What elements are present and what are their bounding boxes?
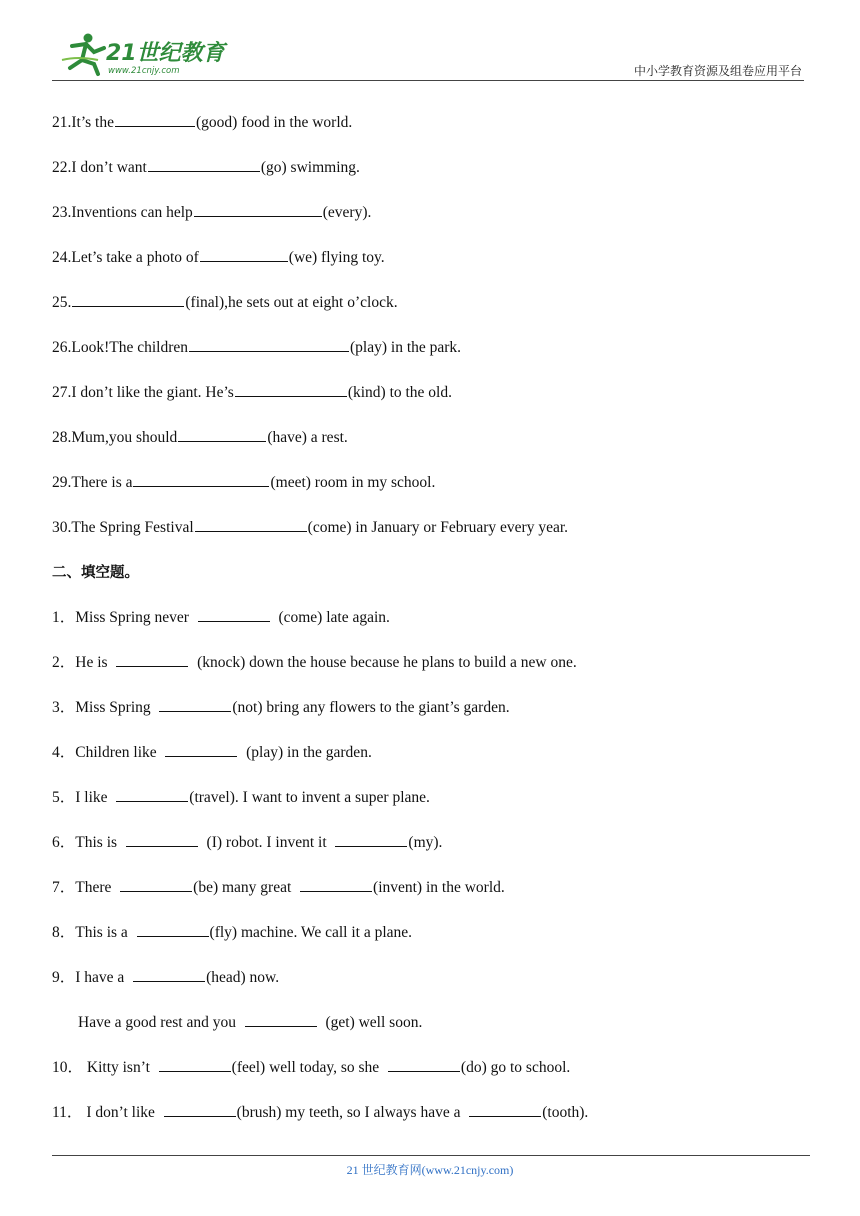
item-text: Mum,you should xyxy=(71,429,178,446)
exercise-item xyxy=(52,786,812,831)
runner-logo-icon xyxy=(58,30,228,78)
page-header xyxy=(0,0,860,84)
item-number: 8． xyxy=(52,924,76,941)
item-number: 5． xyxy=(52,789,76,806)
answer-blank[interactable] xyxy=(300,876,372,892)
answer-blank[interactable] xyxy=(235,381,347,397)
answer-blank[interactable] xyxy=(159,1056,231,1072)
item-text: (travel). I want to invent a super plane. xyxy=(189,789,430,806)
item-number: 6． xyxy=(52,834,76,851)
item-text: This is xyxy=(75,834,125,851)
exercise-item xyxy=(52,1101,812,1146)
item-text: Miss Spring xyxy=(75,699,159,716)
answer-blank[interactable] xyxy=(165,741,237,757)
item-text: (invent) in the world. xyxy=(373,879,505,896)
item-text: Let’s take a photo of xyxy=(71,249,199,266)
item-text: Children like xyxy=(75,744,165,761)
exercise-item xyxy=(52,966,812,1011)
item-number: 3． xyxy=(52,699,76,716)
answer-blank[interactable] xyxy=(194,201,322,217)
item-text: I like xyxy=(75,789,116,806)
item-number: 28. xyxy=(52,429,72,446)
item-number: 7． xyxy=(52,879,76,896)
item-number: 30. xyxy=(52,519,72,536)
item-text: (go) swimming. xyxy=(260,159,360,176)
item-text: (I) robot. I invent it xyxy=(198,834,335,851)
answer-blank[interactable] xyxy=(116,651,188,667)
item-text: (do) go to school. xyxy=(460,1059,571,1076)
answer-blank[interactable] xyxy=(195,516,307,532)
item-text: (be) many great xyxy=(193,879,300,896)
exercise-item xyxy=(52,381,812,426)
item-text: (get) well soon. xyxy=(317,1014,423,1031)
answer-blank[interactable] xyxy=(159,696,231,712)
answer-blank[interactable] xyxy=(200,246,288,262)
answer-blank[interactable] xyxy=(72,291,184,307)
item-number: 29. xyxy=(52,474,72,491)
item-number: 23. xyxy=(52,204,72,221)
item-text: (every). xyxy=(322,204,372,221)
answer-blank[interactable] xyxy=(245,1011,317,1027)
answer-blank[interactable] xyxy=(148,156,260,172)
item-number: 26. xyxy=(52,339,72,356)
item-text: (we) flying toy. xyxy=(288,249,385,266)
item-text: I don’t like xyxy=(82,1104,163,1121)
answer-blank[interactable] xyxy=(120,876,192,892)
footer-divider xyxy=(52,1155,810,1156)
item-text: (good) food in the world. xyxy=(196,114,353,131)
answer-blank[interactable] xyxy=(388,1056,460,1072)
item-text: He is xyxy=(75,654,116,671)
exercise-item xyxy=(52,201,812,246)
item-number: 11． xyxy=(52,1104,83,1121)
item-number: 21. xyxy=(52,114,72,131)
exercise-item xyxy=(52,696,812,741)
exercise-item xyxy=(52,1056,812,1101)
item-text: (have) a rest. xyxy=(267,429,348,446)
item-number: 2． xyxy=(52,654,76,671)
item-number: 24. xyxy=(52,249,72,266)
item-text: Inventions can help xyxy=(71,204,193,221)
exercise-item xyxy=(52,651,812,696)
exercise-item xyxy=(52,606,812,651)
item-text: (play) in the park. xyxy=(350,339,462,356)
item-text: There is a xyxy=(71,474,133,491)
item-text: (not) bring any flowers to the giant’s garden. xyxy=(232,699,510,716)
section-heading: 二、填空题。 xyxy=(52,565,139,581)
item-number: 25. xyxy=(52,294,72,311)
item-text: (play) in the garden. xyxy=(238,744,372,761)
item-number: 1． xyxy=(52,609,76,626)
item-text: I don’t like the giant. He’s xyxy=(71,384,234,401)
answer-blank[interactable] xyxy=(116,786,188,802)
answer-blank[interactable] xyxy=(133,966,205,982)
header-divider xyxy=(52,80,804,81)
item-text: The Spring Festival xyxy=(71,519,194,536)
exercise-item xyxy=(52,156,812,201)
answer-blank[interactable] xyxy=(115,111,195,127)
exercise-item xyxy=(52,291,812,336)
exercise-item xyxy=(52,1011,812,1056)
answer-blank[interactable] xyxy=(335,831,407,847)
item-text: Kitty isn’t xyxy=(83,1059,158,1076)
item-text: Have a good rest and you xyxy=(78,1014,244,1031)
answer-blank[interactable] xyxy=(137,921,209,937)
answer-blank[interactable] xyxy=(133,471,269,487)
exercise-item xyxy=(52,426,812,471)
item-text: Miss Spring never xyxy=(75,609,197,626)
exercise-item xyxy=(52,516,812,561)
exercise-item xyxy=(52,111,812,156)
item-text: (meet) room in my school. xyxy=(270,474,436,491)
answer-blank[interactable] xyxy=(189,336,349,352)
item-text: I don’t want xyxy=(71,159,147,176)
item-text: (kind) to the old. xyxy=(347,384,452,401)
item-text: It’s the xyxy=(71,114,114,131)
item-text: (fly) machine. We call it a plane. xyxy=(209,924,413,941)
exercise-list xyxy=(52,111,812,1146)
item-text: (final),he sets out at eight o’clock. xyxy=(185,294,398,311)
item-number: 22. xyxy=(52,159,72,176)
item-text: (come) in January or February every year. xyxy=(307,519,569,536)
exercise-item xyxy=(52,831,812,876)
exercise-item xyxy=(52,246,812,291)
item-number: 4． xyxy=(52,744,76,761)
item-text: (my). xyxy=(408,834,443,851)
item-number: 10． xyxy=(52,1059,84,1076)
item-text: (tooth). xyxy=(542,1104,589,1121)
answer-blank[interactable] xyxy=(164,1101,236,1117)
exercise-item xyxy=(52,336,812,381)
exercise-item xyxy=(52,741,812,786)
answer-blank[interactable] xyxy=(469,1101,541,1117)
footer-link[interactable]: 21 世纪教育网(www.21cnjy.com) xyxy=(346,1163,514,1177)
platform-tagline: 中小学教育资源及组卷应用平台 xyxy=(633,64,802,78)
exercise-item xyxy=(52,471,812,516)
item-text: (brush) my teeth, so I always have a xyxy=(236,1104,469,1121)
site-logo[interactable] xyxy=(58,30,228,78)
item-text: Look!The children xyxy=(71,339,189,356)
item-text: There xyxy=(75,879,120,896)
answer-blank[interactable] xyxy=(198,606,270,622)
answer-blank[interactable] xyxy=(178,426,266,442)
svg-text:www.21cnjy.com: www.21cnjy.com xyxy=(108,66,180,76)
item-number: 27. xyxy=(52,384,72,401)
item-text: (feel) well today, so she xyxy=(231,1059,387,1076)
item-text: (knock) down the house because he plans to build a new one. xyxy=(189,654,577,671)
answer-blank[interactable] xyxy=(126,831,198,847)
exercise-item xyxy=(52,921,812,966)
item-text: (come) late again. xyxy=(270,609,390,626)
exercise-item xyxy=(52,876,812,921)
svg-text:21世纪教育: 21世纪教育 xyxy=(106,41,225,66)
item-text: I have a xyxy=(75,969,133,986)
item-text: (head) now. xyxy=(206,969,280,986)
item-number: 9． xyxy=(52,969,76,986)
item-text: This is a xyxy=(75,924,136,941)
